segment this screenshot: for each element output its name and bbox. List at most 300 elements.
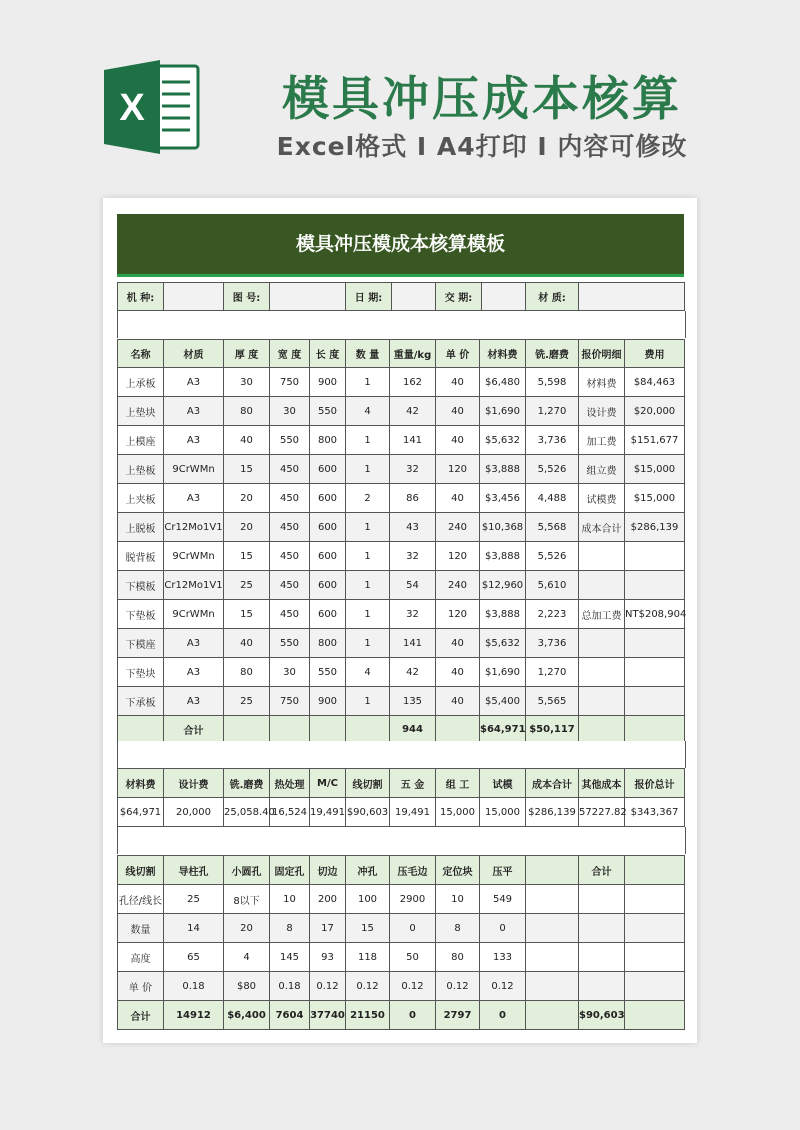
- table-cell[interactable]: 40: [436, 629, 480, 658]
- table-cell[interactable]: 162: [390, 368, 436, 397]
- table-cell[interactable]: 750: [270, 687, 310, 716]
- table-cell[interactable]: [579, 972, 625, 1001]
- table-cell[interactable]: 0.12: [346, 972, 390, 1001]
- table-cell[interactable]: $1,690: [480, 397, 526, 426]
- total-cell[interactable]: [310, 716, 346, 744]
- spacer-row: [117, 827, 686, 854]
- table-cell[interactable]: 14: [164, 914, 224, 943]
- column-header[interactable]: 铣.磨费: [224, 769, 270, 798]
- table-cell[interactable]: 57227.82: [579, 798, 625, 827]
- table-cell[interactable]: 上模座: [118, 426, 164, 455]
- table-cell[interactable]: 5,565: [526, 687, 579, 716]
- column-header[interactable]: M/C: [310, 769, 346, 798]
- table-cell[interactable]: 1: [346, 426, 390, 455]
- table-header-row: [118, 340, 685, 368]
- column-header[interactable]: [526, 856, 579, 885]
- table-cell[interactable]: 0: [480, 914, 526, 943]
- table-cell[interactable]: 450: [270, 542, 310, 571]
- table-cell[interactable]: 材料费: [579, 368, 625, 397]
- table-cell[interactable]: $15,000: [625, 484, 685, 513]
- table-cell[interactable]: 下承板: [118, 687, 164, 716]
- table-cell[interactable]: 141: [390, 426, 436, 455]
- table-cell[interactable]: 118: [346, 943, 390, 972]
- table-cell[interactable]: 0.12: [310, 972, 346, 1001]
- table-cell[interactable]: 750: [270, 368, 310, 397]
- table-cell[interactable]: 19,491: [310, 798, 346, 827]
- table-cell[interactable]: 93: [310, 943, 346, 972]
- total-cell[interactable]: 944: [390, 716, 436, 744]
- table-cell[interactable]: $1,690: [480, 658, 526, 687]
- table-cell[interactable]: $80: [224, 972, 270, 1001]
- table-cell[interactable]: $15,000: [625, 455, 685, 484]
- table-cell[interactable]: 600: [310, 571, 346, 600]
- table-cell[interactable]: [579, 629, 625, 658]
- table-cell[interactable]: A3: [164, 629, 224, 658]
- table-cell[interactable]: $10,368: [480, 513, 526, 542]
- table-cell[interactable]: A3: [164, 687, 224, 716]
- column-header[interactable]: 长 度: [310, 340, 346, 368]
- table-cell[interactable]: 上夹板: [118, 484, 164, 513]
- table-cell[interactable]: 下模板: [118, 571, 164, 600]
- table-cell[interactable]: [526, 972, 579, 1001]
- table-cell[interactable]: 600: [310, 600, 346, 629]
- table-cell[interactable]: $286,139: [526, 798, 579, 827]
- table-cell[interactable]: [526, 914, 579, 943]
- table-cell[interactable]: 2: [346, 484, 390, 513]
- total-cell[interactable]: [526, 1001, 579, 1030]
- table-cell[interactable]: 成本合计: [579, 513, 625, 542]
- table-cell[interactable]: 450: [270, 455, 310, 484]
- column-header[interactable]: 材料费: [480, 340, 526, 368]
- total-cell[interactable]: $64,971: [480, 716, 526, 744]
- table-row: [118, 542, 685, 571]
- table-cell[interactable]: 15: [224, 542, 270, 571]
- table-cell[interactable]: 16,524: [270, 798, 310, 827]
- table-cell[interactable]: 4,488: [526, 484, 579, 513]
- column-header[interactable]: 组 工: [436, 769, 480, 798]
- column-header[interactable]: 压平: [480, 856, 526, 885]
- table-cell[interactable]: 40: [224, 629, 270, 658]
- excel-logo-icon: [104, 58, 202, 156]
- spacer-row: [117, 311, 686, 338]
- table-cell[interactable]: 40: [436, 484, 480, 513]
- column-header[interactable]: 数 量: [346, 340, 390, 368]
- table-cell[interactable]: 4: [346, 658, 390, 687]
- table-cell[interactable]: 800: [310, 426, 346, 455]
- column-header[interactable]: 设计费: [164, 769, 224, 798]
- table-cell[interactable]: $3,888: [480, 542, 526, 571]
- table-cell[interactable]: [625, 972, 685, 1001]
- column-header[interactable]: 试模: [480, 769, 526, 798]
- table-cell[interactable]: 1,270: [526, 397, 579, 426]
- table-cell[interactable]: A3: [164, 484, 224, 513]
- parts-cost-table: [117, 339, 685, 744]
- table-cell[interactable]: [579, 542, 625, 571]
- table-cell[interactable]: 30: [270, 397, 310, 426]
- table-cell[interactable]: 120: [436, 455, 480, 484]
- table-cell[interactable]: Cr12Mo1V1: [164, 513, 224, 542]
- table-cell[interactable]: NT$208,904: [625, 600, 685, 629]
- column-header[interactable]: 成本合计: [526, 769, 579, 798]
- total-cell[interactable]: [270, 716, 310, 744]
- table-cell[interactable]: 8: [436, 914, 480, 943]
- table-cell[interactable]: 上脱板: [118, 513, 164, 542]
- table-cell[interactable]: 15,000: [436, 798, 480, 827]
- table-cell[interactable]: 1: [346, 571, 390, 600]
- page-header: [0, 0, 800, 190]
- table-cell[interactable]: [625, 687, 685, 716]
- table-cell[interactable]: 17: [310, 914, 346, 943]
- page-title: 模具冲压成本核算: [282, 72, 682, 127]
- table-cell[interactable]: 上承板: [118, 368, 164, 397]
- table-cell[interactable]: $343,367: [625, 798, 685, 827]
- table-cell[interactable]: 设计费: [579, 397, 625, 426]
- table-cell[interactable]: 100: [346, 885, 390, 914]
- table-row: [118, 885, 685, 914]
- column-header[interactable]: 冲孔: [346, 856, 390, 885]
- table-cell[interactable]: 32: [390, 455, 436, 484]
- table-cell[interactable]: 550: [310, 658, 346, 687]
- table-cell[interactable]: A3: [164, 658, 224, 687]
- table-cell[interactable]: 10: [436, 885, 480, 914]
- column-header[interactable]: 导柱孔: [164, 856, 224, 885]
- table-cell[interactable]: 25: [224, 571, 270, 600]
- table-cell[interactable]: [579, 658, 625, 687]
- table-cell[interactable]: 15: [224, 455, 270, 484]
- table-cell[interactable]: $84,463: [625, 368, 685, 397]
- table-cell[interactable]: 5,598: [526, 368, 579, 397]
- table-cell[interactable]: 15: [346, 914, 390, 943]
- table-cell[interactable]: [526, 885, 579, 914]
- table-cell[interactable]: 200: [310, 885, 346, 914]
- table-cell[interactable]: $151,677: [625, 426, 685, 455]
- info-value-cell[interactable]: [164, 283, 224, 311]
- table-cell[interactable]: 141: [390, 629, 436, 658]
- column-header[interactable]: 重量/kg: [390, 340, 436, 368]
- table-cell[interactable]: 上垫块: [118, 397, 164, 426]
- table-cell[interactable]: 5,526: [526, 542, 579, 571]
- table-cell[interactable]: 30: [270, 658, 310, 687]
- table-cell[interactable]: 高度: [118, 943, 164, 972]
- table-cell[interactable]: 0.12: [436, 972, 480, 1001]
- table-cell[interactable]: $3,888: [480, 600, 526, 629]
- table-cell[interactable]: $5,632: [480, 426, 526, 455]
- total-cell[interactable]: $90,603: [579, 1001, 625, 1030]
- table-header-row: [118, 856, 685, 885]
- info-label-cell[interactable]: 日 期:: [346, 283, 392, 311]
- table-cell[interactable]: 组立费: [579, 455, 625, 484]
- column-header[interactable]: 定位块: [436, 856, 480, 885]
- total-cell[interactable]: [436, 716, 480, 744]
- table-cell[interactable]: 1,270: [526, 658, 579, 687]
- table-cell[interactable]: 54: [390, 571, 436, 600]
- table-cell[interactable]: 1: [346, 455, 390, 484]
- table-cell[interactable]: 10: [270, 885, 310, 914]
- total-cell[interactable]: 7604: [270, 1001, 310, 1030]
- table-cell[interactable]: 900: [310, 687, 346, 716]
- table-cell[interactable]: 1: [346, 629, 390, 658]
- table-cell[interactable]: 20: [224, 513, 270, 542]
- info-row: [118, 283, 685, 311]
- table-cell[interactable]: 86: [390, 484, 436, 513]
- table-cell[interactable]: 3,736: [526, 629, 579, 658]
- table-cell[interactable]: 下垫块: [118, 658, 164, 687]
- table-row: [118, 943, 685, 972]
- table-cell[interactable]: [625, 914, 685, 943]
- table-cell[interactable]: 5,610: [526, 571, 579, 600]
- table-cell[interactable]: 40: [224, 426, 270, 455]
- table-row: [118, 571, 685, 600]
- table-cell[interactable]: 加工费: [579, 426, 625, 455]
- table-cell[interactable]: 20: [224, 484, 270, 513]
- table-row: [118, 513, 685, 542]
- table-cell[interactable]: [625, 885, 685, 914]
- total-cell[interactable]: 2797: [436, 1001, 480, 1030]
- table-row: [118, 658, 685, 687]
- table-cell[interactable]: [625, 571, 685, 600]
- table-cell[interactable]: 40: [436, 658, 480, 687]
- table-cell[interactable]: 单 价: [118, 972, 164, 1001]
- total-cell[interactable]: $50,117: [526, 716, 579, 744]
- column-header[interactable]: 五 金: [390, 769, 436, 798]
- column-header[interactable]: 材质: [164, 340, 224, 368]
- table-row: [118, 914, 685, 943]
- table-cell[interactable]: 1: [346, 368, 390, 397]
- table-cell[interactable]: 1: [346, 513, 390, 542]
- table-cell[interactable]: 145: [270, 943, 310, 972]
- column-header[interactable]: 其他成本: [579, 769, 625, 798]
- sheet-banner: 模具冲压模成本核算模板: [117, 214, 684, 277]
- table-cell[interactable]: 0.12: [480, 972, 526, 1001]
- total-cell[interactable]: 0: [480, 1001, 526, 1030]
- table-cell[interactable]: 550: [270, 426, 310, 455]
- table-cell[interactable]: 450: [270, 513, 310, 542]
- table-cell[interactable]: 数量: [118, 914, 164, 943]
- table-cell[interactable]: 600: [310, 513, 346, 542]
- table-cell[interactable]: 4: [224, 943, 270, 972]
- page-subtitle: Excel格式 I A4打印 I 内容可修改: [276, 132, 688, 161]
- table-cell[interactable]: 42: [390, 658, 436, 687]
- table-cell[interactable]: 549: [480, 885, 526, 914]
- cost-summary-table: [117, 768, 685, 827]
- column-header[interactable]: 材料费: [118, 769, 164, 798]
- info-label-cell[interactable]: 图 号:: [224, 283, 270, 311]
- table-cell[interactable]: 试模费: [579, 484, 625, 513]
- column-header[interactable]: 小圆孔: [224, 856, 270, 885]
- table-cell[interactable]: 240: [436, 513, 480, 542]
- table-cell[interactable]: [579, 571, 625, 600]
- table-cell[interactable]: [579, 914, 625, 943]
- table-cell[interactable]: 0.18: [270, 972, 310, 1001]
- table-cell[interactable]: 20: [224, 914, 270, 943]
- table-cell[interactable]: $286,139: [625, 513, 685, 542]
- total-cell[interactable]: [346, 716, 390, 744]
- table-cell[interactable]: A3: [164, 368, 224, 397]
- column-header[interactable]: 单 价: [436, 340, 480, 368]
- table-cell[interactable]: 120: [436, 542, 480, 571]
- table-cell[interactable]: 80: [436, 943, 480, 972]
- table-cell[interactable]: 600: [310, 455, 346, 484]
- table-cell[interactable]: 8以下: [224, 885, 270, 914]
- table-cell[interactable]: A3: [164, 397, 224, 426]
- table-cell[interactable]: 550: [310, 397, 346, 426]
- total-cell[interactable]: 37740: [310, 1001, 346, 1030]
- table-cell[interactable]: 下垫板: [118, 600, 164, 629]
- info-value-cell[interactable]: [579, 283, 685, 311]
- table-cell[interactable]: 43: [390, 513, 436, 542]
- table-row: [118, 484, 685, 513]
- table-cell[interactable]: 25: [164, 885, 224, 914]
- table-cell[interactable]: 15: [224, 600, 270, 629]
- total-cell[interactable]: [224, 716, 270, 744]
- total-cell[interactable]: 合计: [118, 1001, 164, 1030]
- table-cell[interactable]: 1: [346, 600, 390, 629]
- table-cell[interactable]: 32: [390, 542, 436, 571]
- column-header[interactable]: 固定孔: [270, 856, 310, 885]
- table-cell[interactable]: [526, 943, 579, 972]
- table-cell[interactable]: 135: [390, 687, 436, 716]
- table-cell[interactable]: 0.18: [164, 972, 224, 1001]
- column-header[interactable]: 合计: [579, 856, 625, 885]
- column-header[interactable]: [625, 856, 685, 885]
- column-header[interactable]: 线切割: [118, 856, 164, 885]
- table-cell[interactable]: 2,223: [526, 600, 579, 629]
- table-cell[interactable]: $12,960: [480, 571, 526, 600]
- table-cell[interactable]: 40: [436, 397, 480, 426]
- table-cell[interactable]: 120: [436, 600, 480, 629]
- table-cell[interactable]: 总加工费: [579, 600, 625, 629]
- table-cell[interactable]: [625, 943, 685, 972]
- table-cell[interactable]: 450: [270, 571, 310, 600]
- table-row: [118, 972, 685, 1001]
- column-header[interactable]: 切边: [310, 856, 346, 885]
- info-label-cell[interactable]: 交 期:: [436, 283, 482, 311]
- table-cell[interactable]: [625, 629, 685, 658]
- table-cell[interactable]: 8: [270, 914, 310, 943]
- total-cell[interactable]: 21150: [346, 1001, 390, 1030]
- column-header[interactable]: 热处理: [270, 769, 310, 798]
- column-header[interactable]: 报价明细: [579, 340, 625, 368]
- column-header[interactable]: 厚 度: [224, 340, 270, 368]
- table-cell[interactable]: 5,526: [526, 455, 579, 484]
- table-cell[interactable]: 550: [270, 629, 310, 658]
- table-cell[interactable]: $6,480: [480, 368, 526, 397]
- info-value-cell[interactable]: [482, 283, 526, 311]
- table-cell[interactable]: 20,000: [164, 798, 224, 827]
- info-value-cell[interactable]: [392, 283, 436, 311]
- table-cell[interactable]: 1: [346, 687, 390, 716]
- table-cell[interactable]: 5,568: [526, 513, 579, 542]
- table-cell[interactable]: 上垫板: [118, 455, 164, 484]
- table-cell[interactable]: 133: [480, 943, 526, 972]
- table-cell[interactable]: 40: [436, 687, 480, 716]
- table-cell[interactable]: 450: [270, 600, 310, 629]
- column-header[interactable]: 线切割: [346, 769, 390, 798]
- table-cell[interactable]: 19,491: [390, 798, 436, 827]
- table-cell[interactable]: [579, 943, 625, 972]
- table-cell[interactable]: [625, 658, 685, 687]
- table-cell[interactable]: 600: [310, 484, 346, 513]
- table-cell[interactable]: 600: [310, 542, 346, 571]
- table-cell[interactable]: 30: [224, 368, 270, 397]
- column-header[interactable]: 宽 度: [270, 340, 310, 368]
- total-cell[interactable]: 合计: [164, 716, 224, 744]
- table-cell[interactable]: $5,400: [480, 687, 526, 716]
- info-label-cell[interactable]: 机 种:: [118, 283, 164, 311]
- column-header[interactable]: 名称: [118, 340, 164, 368]
- table-cell[interactable]: 450: [270, 484, 310, 513]
- table-cell[interactable]: $64,971: [118, 798, 164, 827]
- table-cell[interactable]: 下模座: [118, 629, 164, 658]
- info-label-cell[interactable]: 材 质:: [526, 283, 579, 311]
- total-cell[interactable]: [118, 716, 164, 744]
- table-header-row: [118, 769, 685, 798]
- column-header[interactable]: 费用: [625, 340, 685, 368]
- table-cell[interactable]: 65: [164, 943, 224, 972]
- table-cell[interactable]: 80: [224, 397, 270, 426]
- total-cell[interactable]: $6,400: [224, 1001, 270, 1030]
- column-header[interactable]: 报价总计: [625, 769, 685, 798]
- table-row: [118, 798, 685, 827]
- table-cell[interactable]: [579, 687, 625, 716]
- info-value-cell[interactable]: [270, 283, 346, 311]
- table-cell[interactable]: 80: [224, 658, 270, 687]
- table-cell[interactable]: 25,058.40: [224, 798, 270, 827]
- table-cell[interactable]: A3: [164, 426, 224, 455]
- table-cell[interactable]: $3,456: [480, 484, 526, 513]
- table-cell[interactable]: 0.12: [390, 972, 436, 1001]
- total-cell[interactable]: [579, 716, 625, 744]
- table-cell[interactable]: 9CrWMn: [164, 600, 224, 629]
- total-cell[interactable]: [625, 1001, 685, 1030]
- table-cell[interactable]: [625, 542, 685, 571]
- table-cell[interactable]: 40: [436, 426, 480, 455]
- total-cell[interactable]: 14912: [164, 1001, 224, 1030]
- table-cell[interactable]: 9CrWMn: [164, 542, 224, 571]
- table-cell[interactable]: 脱背板: [118, 542, 164, 571]
- table-cell[interactable]: 800: [310, 629, 346, 658]
- table-cell[interactable]: 25: [224, 687, 270, 716]
- table-cell[interactable]: $5,632: [480, 629, 526, 658]
- column-header[interactable]: 压毛边: [390, 856, 436, 885]
- total-cell[interactable]: 0: [390, 1001, 436, 1030]
- table-cell[interactable]: 9CrWMn: [164, 455, 224, 484]
- table-cell[interactable]: 42: [390, 397, 436, 426]
- table-cell[interactable]: $20,000: [625, 397, 685, 426]
- table-cell[interactable]: [579, 885, 625, 914]
- table-cell[interactable]: 32: [390, 600, 436, 629]
- total-cell[interactable]: [625, 716, 685, 744]
- table-cell[interactable]: 50: [390, 943, 436, 972]
- table-cell[interactable]: 900: [310, 368, 346, 397]
- table-cell[interactable]: $90,603: [346, 798, 390, 827]
- table-cell[interactable]: 4: [346, 397, 390, 426]
- table-row: [118, 600, 685, 629]
- table-cell[interactable]: 240: [436, 571, 480, 600]
- table-cell[interactable]: $3,888: [480, 455, 526, 484]
- table-row: [118, 455, 685, 484]
- table-row: [118, 426, 685, 455]
- table-cell[interactable]: 0: [390, 914, 436, 943]
- table-cell[interactable]: 3,736: [526, 426, 579, 455]
- table-cell[interactable]: 15,000: [480, 798, 526, 827]
- table-cell[interactable]: 40: [436, 368, 480, 397]
- column-header[interactable]: 铣.磨费: [526, 340, 579, 368]
- table-cell[interactable]: 1: [346, 542, 390, 571]
- table-cell[interactable]: 孔径/线长: [118, 885, 164, 914]
- table-cell[interactable]: 2900: [390, 885, 436, 914]
- table-cell[interactable]: Cr12Mo1V1: [164, 571, 224, 600]
